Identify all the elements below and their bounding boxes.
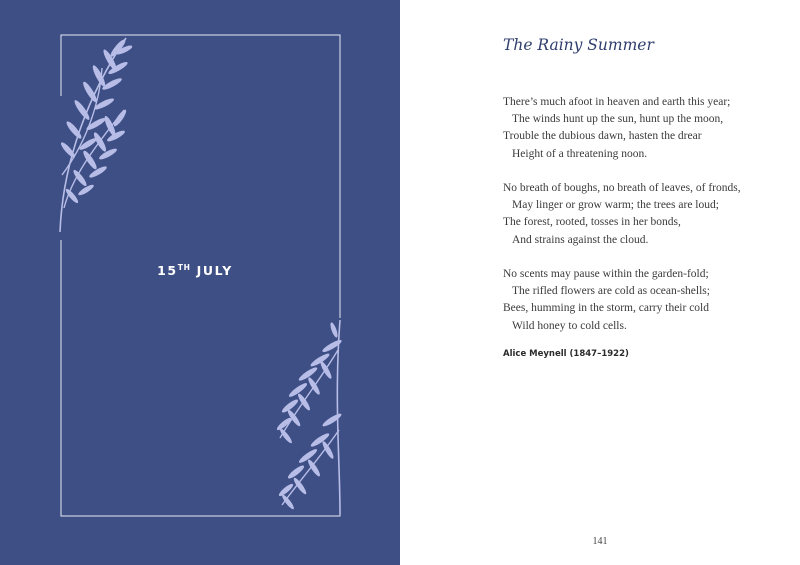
date-heading — [150, 263, 240, 278]
poem-line: No scents may pause within the garden-fold; — [503, 268, 709, 280]
poem-line: Wild honey to cold cells. — [512, 319, 627, 332]
date-suffix: TH — [177, 263, 191, 272]
willow-branch-icon — [275, 320, 342, 514]
poem-line: May linger or grow warm; the trees are loud; — [512, 199, 719, 212]
poem-line: The forest, rooted, tosses in her bonds, — [503, 216, 681, 229]
poem-title: The Rainy Summer — [503, 36, 654, 54]
poem-line: No breath of boughs, no breath of leaves, of fronds, — [503, 182, 741, 194]
date-day: 15 — [157, 263, 178, 278]
poem-stanza-1 — [503, 94, 730, 163]
poem-line: Bees, humming in the storm, carry their cold — [503, 302, 709, 315]
poem-line: Trouble the dubious dawn, hasten the drear — [503, 130, 702, 143]
page-number: 141 — [592, 536, 608, 547]
date-month: JULY — [196, 263, 233, 278]
poem-stanza-3 — [503, 266, 710, 335]
poem-line: There’s much afoot in heaven and earth this year; — [503, 96, 731, 108]
poem-line: And strains against the cloud. — [512, 233, 649, 246]
poem-line: The winds hunt up the sun, hunt up the moon, — [512, 113, 724, 126]
poem-author: Alice Meynell (1847–1922) — [503, 349, 629, 359]
poem-line: The rifled flowers are cold as ocean-shells; — [512, 285, 710, 298]
poem-stanza-2 — [503, 180, 741, 249]
poem-line: Height of a threatening noon. — [512, 147, 648, 160]
willow-branch-icon — [59, 38, 133, 232]
